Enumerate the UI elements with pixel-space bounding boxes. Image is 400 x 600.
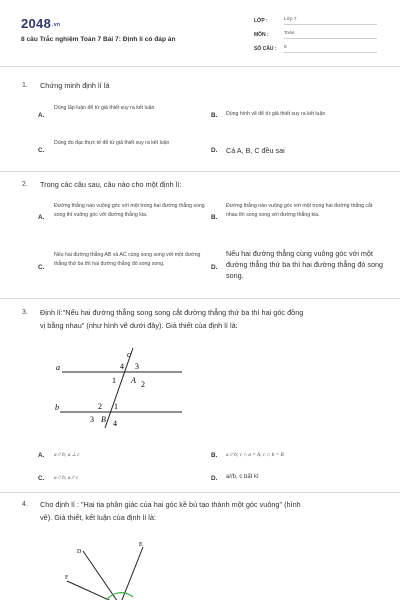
label-d: D <box>77 549 82 555</box>
label-f: F <box>65 575 69 581</box>
parallel-lines-figure <box>50 340 200 435</box>
label-b: b <box>55 403 59 412</box>
q3-option-b-letter: B. <box>211 452 218 459</box>
question-count-value: 8 <box>284 45 377 53</box>
q2-option-d[interactable]: Nếu hai đường thẳng cùng vuông góc với một đường thẳng thứ ba thì hai đường thẳng đó song song. <box>226 249 383 281</box>
q1-option-c-letter: C. <box>38 147 45 154</box>
subject-value: Toán <box>284 31 377 39</box>
angle-b3: 3 <box>90 415 94 424</box>
q3-option-a[interactable]: a // b; a ⊥ c <box>54 452 80 458</box>
label-a: a <box>56 363 60 372</box>
q1-option-a-letter: A. <box>38 112 45 119</box>
question-2-text: Trong các câu sau, câu nào cho một định lí: <box>40 180 182 189</box>
q1-option-d[interactable]: Cả A, B, C đều sai <box>226 146 285 155</box>
line-c <box>105 348 133 428</box>
q3-option-a-letter: A. <box>38 452 45 459</box>
class-value: Lớp 7 <box>284 17 377 25</box>
question-4-number: 4. <box>22 501 28 508</box>
q2-option-c[interactable]: Nếu hai đường thẳng AB và AC cùng song song với một đường thẳng thứ ba thì hai đường thẳng đó song song. <box>54 252 201 267</box>
ray-d <box>83 551 120 600</box>
q1-option-d-letter: D. <box>211 147 218 154</box>
label-c: c <box>127 350 131 359</box>
q2-option-c-letter: C. <box>38 264 45 271</box>
angle-arc <box>105 593 133 600</box>
q1-option-c[interactable]: Dùng đo đạc thực tế để từ giả thiết suy ra kết luận <box>54 140 170 146</box>
q3-option-b[interactable]: a // b; c ∩ a = A; c ∩ b = B <box>226 452 284 458</box>
angle-b4: 4 <box>113 419 117 428</box>
q3-option-c-letter: C. <box>38 475 45 482</box>
question-3-number: 3. <box>22 309 28 316</box>
q1-divider <box>0 171 400 172</box>
ray-e <box>120 547 143 600</box>
angle-a4: 4 <box>120 362 124 371</box>
question-3-text-line2: vị bằng nhau" (như hình vẽ dưới đây). Giả thiết của định lí là: <box>40 321 238 330</box>
header-divider <box>0 66 400 67</box>
q3-option-c[interactable]: a // b; a // c <box>54 475 79 481</box>
q1-option-b[interactable]: Dùng hình vẽ để từ giả thiết suy ra kết luận <box>226 111 326 117</box>
q1-option-a[interactable]: Dùng lập luận để từ giả thiết suy ra kết luận <box>54 105 155 111</box>
worksheet-title: 8 câu Trắc nghiệm Toán 7 Bài 7: Định lí có đáp án <box>21 36 176 43</box>
class-label: LỚP : <box>254 18 268 24</box>
angle-a3: 3 <box>135 362 139 371</box>
question-1-number: 1. <box>22 82 28 89</box>
label-e: E <box>139 542 143 548</box>
question-1-text: Chứng minh định lí là <box>40 81 110 90</box>
q3-divider <box>0 492 400 493</box>
question-4-text-line1: Cho định lí : "Hai tia phân giác của hai góc kề bù tạo thành một góc vuông" (hình <box>40 500 301 509</box>
angle-a1: 1 <box>112 376 116 385</box>
q3-option-d[interactable]: a//b, c bất kì <box>226 474 259 480</box>
q2-option-a-letter: A. <box>38 214 45 221</box>
q2-divider <box>0 298 400 299</box>
q2-option-a[interactable]: Đường thẳng nào vuông góc với một trong hai đường thẳng song song thì vuông góc với đường thẳng kia. <box>54 203 205 218</box>
question-3-text-line1: Định lí:"Nếu hai đường thẳng song song cắt đường thẳng thứ ba thì hai góc đồng <box>40 308 304 317</box>
q1-option-b-letter: B. <box>211 112 218 119</box>
adjacent-angles-figure <box>55 535 175 600</box>
question-count-label: SỐ CÂU : <box>254 46 277 52</box>
q2-option-b-letter: B. <box>211 214 218 221</box>
angle-a2: 2 <box>141 380 145 389</box>
point-B: B <box>101 415 106 424</box>
angle-b1: 1 <box>114 402 118 411</box>
q2-option-d-letter: D. <box>211 264 218 271</box>
q2-option-b[interactable]: Đường thẳng nào vuông góc với một trong hai đường thẳng cắt nhau thì song song với đường thẳng kia. <box>226 203 373 218</box>
question-2-number: 2. <box>22 181 28 188</box>
ray-f <box>67 581 120 600</box>
angle-b2: 2 <box>98 402 102 411</box>
point-A: A <box>131 376 136 385</box>
question-4-text-line2: vẽ). Giả thiết, kết luận của định lí là: <box>40 513 157 522</box>
site-logo[interactable]: 2048.vn <box>21 16 61 31</box>
subject-label: MÔN : <box>254 32 269 38</box>
q3-option-d-letter: D. <box>211 475 218 482</box>
